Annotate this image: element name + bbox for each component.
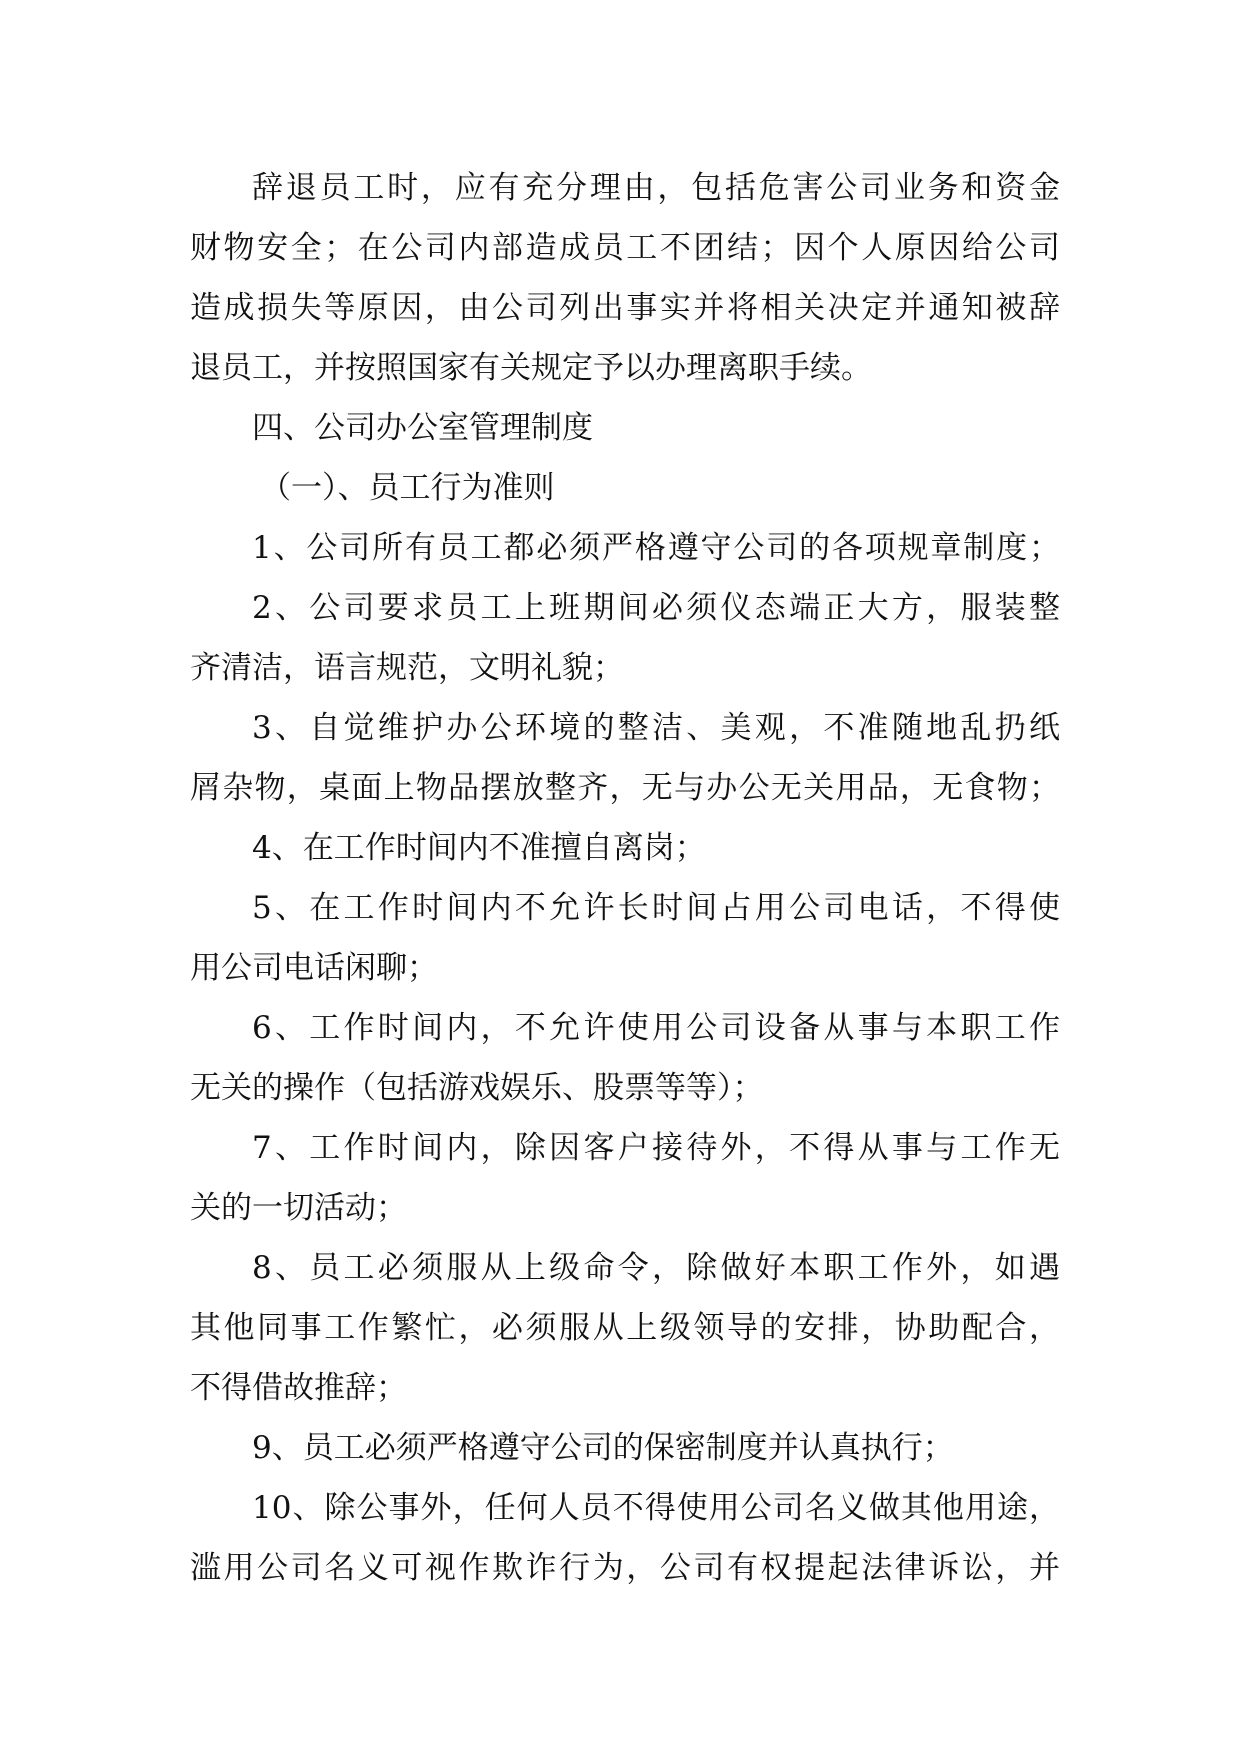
list-item: 3、自觉维护办公环境的整洁、美观，不准随地乱扔纸 <box>252 710 1060 746</box>
paragraph-line: 退员工，并按照国家有关规定予以办理离职手续。 <box>190 350 872 386</box>
subsection-heading: （一）、员工行为准则 <box>260 470 555 506</box>
list-item-continuation: 屑杂物，桌面上物品摆放整齐，无与办公无关用品，无食物； <box>190 770 1060 806</box>
list-item-continuation: 齐清洁，语言规范，文明礼貌； <box>190 650 624 686</box>
list-item-continuation: 滥用公司名义可视作欺诈行为，公司有权提起法律诉讼，并 <box>190 1550 1060 1586</box>
list-item-continuation: 无关的操作（包括游戏娱乐、股票等等）； <box>190 1070 764 1106</box>
list-item: 4、在工作时间内不准擅自离岗； <box>252 830 706 866</box>
paragraph-line: 造成损失等原因，由公司列出事实并将相关决定并通知被辞 <box>190 290 1060 326</box>
list-item: 2、公司要求员工上班期间必须仪态端正大方，服装整 <box>252 590 1060 626</box>
list-item: 5、在工作时间内不允许长时间占用公司电话，不得使 <box>252 890 1060 926</box>
document-body <box>190 158 1060 1598</box>
paragraph-line: 财物安全；在公司内部造成员工不团结；因个人原因给公司 <box>190 230 1060 266</box>
list-item-continuation: 不得借故推辞； <box>190 1370 407 1406</box>
list-item: 9、员工必须严格遵守公司的保密制度并认真执行； <box>252 1430 954 1466</box>
list-item: 7、工作时间内，除因客户接待外，不得从事与工作无 <box>252 1130 1060 1166</box>
list-item-continuation: 其他同事工作繁忙，必须服从上级领导的安排，协助配合， <box>190 1310 1060 1346</box>
list-item-continuation: 关的一切活动； <box>190 1190 407 1226</box>
list-item-continuation: 用公司电话闲聊； <box>190 950 438 986</box>
paragraph-line: 辞退员工时，应有充分理由，包括危害公司业务和资金 <box>252 170 1060 206</box>
list-item: 10、除公事外，任何人员不得使用公司名义做其他用途， <box>252 1490 1060 1526</box>
list-item: 1、公司所有员工都必须严格遵守公司的各项规章制度； <box>252 530 1060 566</box>
list-item: 8、员工必须服从上级命令，除做好本职工作外，如遇 <box>252 1250 1060 1286</box>
list-item: 6、工作时间内，不允许使用公司设备从事与本职工作 <box>252 1010 1060 1046</box>
section-heading: 四、公司办公室管理制度 <box>252 410 593 446</box>
